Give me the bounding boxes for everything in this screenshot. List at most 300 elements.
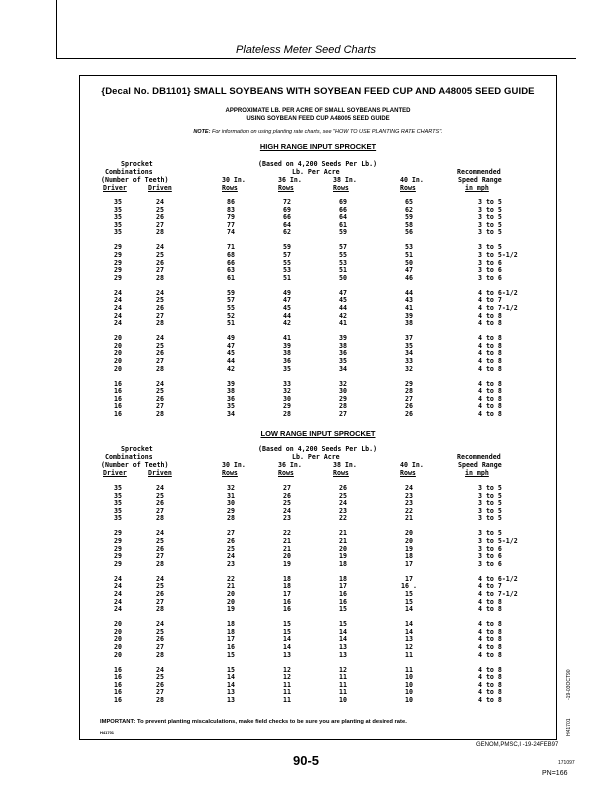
table-cell: 19	[339, 552, 347, 561]
table-cell: 24	[114, 590, 122, 598]
table-cell: 35	[114, 213, 122, 222]
speed-range-cell: 3 to 5	[478, 243, 502, 252]
speed-range-cell: 4 to 8	[478, 364, 502, 373]
table-cell: 41	[283, 334, 291, 343]
header-36-rows: Rows	[278, 469, 294, 477]
table-cell: 25	[227, 544, 235, 553]
table-cell: 29	[227, 506, 235, 515]
table-cell: 64	[339, 213, 347, 222]
header-recommended: Recommended	[457, 453, 501, 461]
table-cell: 12	[339, 665, 347, 674]
table-cell: 22	[227, 574, 235, 583]
table-cell: 15	[283, 627, 291, 636]
important-text: To prevent planting miscalculations, make field checks to be sure you are planting at desired rate.	[136, 719, 407, 725]
table-cell: 13	[227, 688, 235, 697]
table-cell: 32	[227, 484, 235, 492]
table-cell: 33	[405, 357, 413, 365]
table-cell: 16	[114, 394, 122, 403]
speed-range-cell: 3 to 6	[478, 559, 502, 568]
table-cell: 35	[283, 364, 291, 373]
table-cell: 28	[156, 319, 164, 328]
table-cell: 27	[227, 529, 235, 538]
table-cell: 41	[339, 319, 347, 328]
table-cell: 66	[283, 213, 291, 222]
table-cell: 26	[156, 213, 164, 222]
speed-range-cell: 3 to 6	[478, 552, 502, 561]
table-cell: 28	[156, 410, 164, 418]
table-cell: 24	[156, 529, 164, 538]
table-cell: 27	[283, 484, 291, 492]
table-cell: 27	[156, 357, 164, 365]
low-range-title: LOW RANGE INPUT SPROCKET	[260, 429, 376, 438]
table-cell: 39	[283, 341, 291, 350]
table-cell: 14	[405, 620, 413, 629]
table-cell: 33	[283, 379, 291, 388]
table-cell: 27	[405, 394, 413, 403]
table-cell: 24	[114, 597, 122, 606]
table-cell: 17	[283, 590, 291, 598]
speed-range-cell: 4 to 8	[478, 665, 502, 674]
table-cell: 26	[405, 410, 413, 418]
table-cell: 16	[114, 410, 122, 418]
note-label: NOTE:	[193, 129, 211, 135]
table-cell: 66	[227, 258, 235, 267]
table-cell: 35	[405, 341, 413, 350]
table-cell: 68	[227, 251, 235, 259]
table-cell: 45	[227, 349, 235, 358]
header-driver: Driver	[103, 184, 127, 192]
table-cell: 43	[405, 296, 413, 305]
table-cell: 24	[156, 334, 164, 343]
speed-range-cell: 4 to 8	[478, 635, 502, 644]
table-cell: 44	[283, 311, 291, 320]
table-cell: 27	[156, 597, 164, 606]
table-cell: 53	[283, 266, 291, 275]
table-cell: 15	[339, 605, 347, 614]
table-cell: 57	[227, 296, 235, 305]
table-cell: 51	[283, 273, 291, 282]
table-cell: 38	[227, 387, 235, 396]
speed-range-cell: 4 to 6-1/2	[478, 288, 518, 297]
table-cell: 11	[283, 696, 291, 704]
table-cell: 20	[227, 597, 235, 606]
page-header: Plateless Meter Seed Charts	[235, 44, 376, 56]
header-38-in: 38 In.	[333, 176, 357, 184]
speed-range-cell: 3 to 5	[478, 529, 502, 538]
table-cell: 15	[405, 590, 413, 598]
table-cell: 20	[114, 349, 122, 358]
table-cell: 32	[405, 364, 413, 373]
table-cell: 21	[227, 582, 235, 591]
footer-pn: PN=166	[542, 770, 568, 777]
header-based-on: (Based on 4,200 Seeds Per Lb.)	[258, 445, 378, 453]
table-cell: 47	[339, 288, 347, 297]
table-cell: 24	[227, 552, 235, 561]
table-cell: 17	[405, 559, 413, 568]
speed-range-cell: 4 to 8	[478, 410, 502, 418]
table-cell: 35	[114, 205, 122, 214]
table-cell: 30	[227, 499, 235, 508]
table-cell: 35	[114, 514, 122, 523]
table-cell: 16	[114, 402, 122, 411]
table-cell: 38	[339, 341, 347, 350]
table-cell: 46	[405, 273, 413, 282]
table-cell: 28	[156, 364, 164, 373]
table-cell: 44	[227, 357, 235, 365]
table-cell: 16	[114, 387, 122, 396]
table-cell: 11	[405, 650, 413, 659]
header-40-in: 40 In.	[400, 461, 424, 469]
table-cell: 26	[156, 349, 164, 358]
table-cell: 16	[339, 590, 347, 598]
table-cell: 15	[227, 665, 235, 674]
note	[79, 129, 557, 135]
table-cell: 25	[283, 499, 291, 508]
table-cell: 20	[114, 364, 122, 373]
table-cell: 14	[283, 643, 291, 651]
speed-range-cell: 4 to 8	[478, 349, 502, 358]
table-cell: 39	[405, 311, 413, 320]
header-speed-range: Speed Range	[458, 176, 502, 184]
speed-range-cell: 3 to 5	[478, 514, 502, 523]
table-cell: 14	[227, 673, 235, 682]
table-cell: 35	[114, 491, 122, 500]
table-cell: 28	[156, 650, 164, 659]
table-cell: 16	[114, 665, 122, 674]
header-based-on: (Based on 4,200 Seeds Per Lb.)	[258, 160, 378, 168]
header-driven: Driven	[148, 469, 172, 477]
table-cell: 20	[114, 627, 122, 636]
table-cell: 26	[156, 258, 164, 267]
speed-range-cell: 4 to 8	[478, 334, 502, 343]
header-rule	[56, 58, 576, 59]
table-cell: 26	[156, 635, 164, 644]
header-number-of-teeth: (Number of Teeth)	[101, 461, 169, 469]
table-cell: 36	[339, 349, 347, 358]
high-range-title: HIGH RANGE INPUT SPROCKET	[259, 142, 377, 151]
header-sprocket: Sprocket	[121, 160, 153, 168]
table-cell: 35	[114, 228, 122, 237]
speed-range-cell: 4 to 7-1/2	[478, 304, 518, 312]
table-cell: 45	[339, 296, 347, 305]
table-cell: 21	[283, 537, 291, 545]
table-cell: 36	[227, 394, 235, 403]
table-cell: 25	[156, 627, 164, 636]
table-cell: 29	[339, 394, 347, 403]
table-cell: 35	[227, 402, 235, 411]
header-36-in: 36 In.	[278, 176, 302, 184]
table-cell: 50	[405, 258, 413, 267]
header-recommended: Recommended	[457, 168, 501, 176]
header-in-mph: in mph	[465, 184, 489, 192]
table-cell: 62	[283, 228, 291, 237]
speed-range-cell: 4 to 8	[478, 379, 502, 388]
table-cell: 14	[339, 627, 347, 636]
table-cell: 35	[114, 220, 122, 229]
table-cell: 42	[227, 364, 235, 373]
table-cell: 15	[405, 597, 413, 606]
table-cell: 22	[339, 514, 347, 523]
speed-range-cell: 3 to 5	[478, 499, 502, 508]
header-lb-per-acre: Lb. Per Acre	[292, 453, 340, 461]
table-cell: 24	[114, 304, 122, 312]
table-cell: 16	[114, 379, 122, 388]
table-cell: 29	[114, 544, 122, 553]
table-cell: 49	[227, 334, 235, 343]
table-cell: 20	[114, 650, 122, 659]
header-sprocket: Sprocket	[121, 445, 153, 453]
header-36-in: 36 In.	[278, 461, 302, 469]
table-cell: 21	[339, 537, 347, 545]
table-cell: 25	[156, 582, 164, 591]
table-cell: 36	[283, 357, 291, 365]
table-cell: 71	[227, 243, 235, 252]
table-cell: 20	[114, 341, 122, 350]
table-cell: 28	[283, 410, 291, 418]
table-cell: 53	[339, 258, 347, 267]
table-cell: 14	[227, 680, 235, 689]
header-40-in: 40 In.	[400, 176, 424, 184]
table-cell: 24	[283, 506, 291, 515]
table-cell: 29	[114, 258, 122, 267]
table-cell: 27	[156, 506, 164, 515]
table-cell: 26	[156, 499, 164, 508]
table-cell: 25	[339, 491, 347, 500]
table-cell: 49	[283, 288, 291, 297]
decal-code: H41701	[100, 730, 115, 735]
speed-range-cell: 3 to 5-1/2	[478, 537, 518, 545]
table-cell: 25	[156, 205, 164, 214]
speed-range-cell: 3 to 5	[478, 213, 502, 222]
speed-range-cell: 4 to 8	[478, 673, 502, 682]
table-cell: 25	[156, 673, 164, 682]
table-cell: 11	[339, 673, 347, 682]
table-cell: 20	[227, 590, 235, 598]
table-cell: 24	[114, 311, 122, 320]
table-cell: 35	[114, 198, 122, 206]
table-cell: 21	[405, 514, 413, 523]
header-number-of-teeth: (Number of Teeth)	[101, 176, 169, 184]
speed-range-cell: 4 to 8	[478, 319, 502, 328]
table-cell: 24	[156, 243, 164, 252]
table-cell: 24	[156, 379, 164, 388]
table-cell: 13	[405, 635, 413, 644]
table-cell: 24	[156, 484, 164, 492]
table-cell: 59	[339, 228, 347, 237]
table-cell: 17	[227, 635, 235, 644]
page-number: 90-5	[292, 753, 320, 768]
header-36-rows: Rows	[278, 184, 294, 192]
table-cell: 63	[227, 266, 235, 275]
table-cell: 55	[283, 258, 291, 267]
table-cell: 27	[156, 220, 164, 229]
table-cell: 27	[156, 688, 164, 697]
table-cell: 16	[114, 688, 122, 697]
table-cell: 37	[405, 334, 413, 343]
table-cell: 18	[405, 552, 413, 561]
speed-range-cell: 4 to 8	[478, 605, 502, 614]
table-cell: 56	[405, 228, 413, 237]
table-cell: 62	[405, 205, 413, 214]
table-cell: 77	[227, 220, 235, 229]
table-cell: 19	[227, 605, 235, 614]
table-cell: 13	[227, 696, 235, 704]
header-combinations: Combinations	[105, 168, 153, 176]
speed-range-cell: 4 to 8	[478, 387, 502, 396]
speed-range-cell: 4 to 8	[478, 597, 502, 606]
table-cell: 57	[283, 251, 291, 259]
header-38-in: 38 In.	[333, 461, 357, 469]
table-cell: 59	[405, 213, 413, 222]
table-cell: 65	[405, 198, 413, 206]
table-cell: 10	[405, 673, 413, 682]
table-cell: 26	[156, 304, 164, 312]
speed-range-cell: 4 to 8	[478, 688, 502, 697]
table-cell: 13	[339, 643, 347, 651]
speed-range-cell: 3 to 5	[478, 228, 502, 237]
speed-range-cell: 3 to 5-1/2	[478, 251, 518, 259]
table-cell: 27	[339, 410, 347, 418]
table-cell: 16 .	[401, 582, 417, 591]
table-cell: 19	[405, 544, 413, 553]
table-cell: 45	[283, 304, 291, 312]
table-cell: 26	[339, 484, 347, 492]
header-speed-range: Speed Range	[458, 461, 502, 469]
table-cell: 55	[339, 251, 347, 259]
table-cell: 47	[283, 296, 291, 305]
table-cell: 20	[405, 529, 413, 538]
table-cell: 20	[114, 635, 122, 644]
table-cell: 11	[339, 688, 347, 697]
table-cell: 44	[405, 288, 413, 297]
table-cell: 69	[283, 205, 291, 214]
table-cell: 24	[114, 574, 122, 583]
table-cell: 18	[339, 559, 347, 568]
table-cell: 53	[405, 243, 413, 252]
table-cell: 24	[114, 582, 122, 591]
table-cell: 74	[227, 228, 235, 237]
table-cell: 14	[283, 635, 291, 644]
table-cell: 47	[405, 266, 413, 275]
header-30-rows: Rows	[222, 469, 238, 477]
speed-range-cell: 3 to 5	[478, 198, 502, 206]
header-lb-per-acre: Lb. Per Acre	[292, 168, 340, 176]
table-cell: 26	[156, 544, 164, 553]
table-cell: 52	[227, 311, 235, 320]
table-cell: 28	[405, 387, 413, 396]
speed-range-cell: 4 to 8	[478, 402, 502, 411]
table-cell: 24	[114, 296, 122, 305]
table-cell: 20	[339, 544, 347, 553]
table-cell: 55	[227, 304, 235, 312]
table-cell: 22	[405, 506, 413, 515]
table-cell: 30	[339, 387, 347, 396]
table-cell: 13	[283, 650, 291, 659]
table-cell: 28	[156, 559, 164, 568]
header-40-rows: Rows	[400, 184, 416, 192]
table-cell: 61	[227, 273, 235, 282]
header-40-rows: Rows	[400, 469, 416, 477]
speed-range-cell: 3 to 5	[478, 220, 502, 229]
speed-range-cell: 4 to 7-1/2	[478, 590, 518, 598]
table-cell: 10	[339, 696, 347, 704]
header-30-rows: Rows	[222, 184, 238, 192]
table-cell: 57	[339, 243, 347, 252]
speed-range-cell: 4 to 7	[478, 582, 502, 591]
table-cell: 24	[114, 319, 122, 328]
table-cell: 21	[283, 544, 291, 553]
table-cell: 23	[339, 506, 347, 515]
table-cell: 34	[227, 410, 235, 418]
table-cell: 35	[114, 499, 122, 508]
footer-reference: GENOM,PMSC,I -19-24FEB97	[476, 742, 559, 748]
table-cell: 22	[283, 529, 291, 538]
table-cell: 64	[283, 220, 291, 229]
table-cell: 16	[114, 680, 122, 689]
table-cell: 16	[339, 597, 347, 606]
table-cell: 30	[283, 394, 291, 403]
speed-range-cell: 4 to 8	[478, 627, 502, 636]
table-cell: 29	[114, 243, 122, 252]
table-cell: 28	[339, 402, 347, 411]
speed-range-cell: 3 to 5	[478, 506, 502, 515]
speed-range-cell: 4 to 8	[478, 696, 502, 704]
table-cell: 29	[114, 559, 122, 568]
table-cell: 18	[283, 582, 291, 591]
table-cell: 61	[339, 220, 347, 229]
table-cell: 16	[283, 605, 291, 614]
important-label: IMPORTANT:	[100, 719, 136, 725]
table-cell: 42	[283, 319, 291, 328]
table-cell: 17	[405, 574, 413, 583]
table-cell: 28	[156, 228, 164, 237]
speed-range-cell: 4 to 8	[478, 394, 502, 403]
table-cell: 59	[227, 288, 235, 297]
table-cell: 18	[283, 574, 291, 583]
speed-range-cell: 4 to 8	[478, 650, 502, 659]
table-cell: 20	[114, 357, 122, 365]
table-cell: 28	[156, 514, 164, 523]
table-cell: 29	[114, 251, 122, 259]
speed-range-cell: 4 to 6-1/2	[478, 574, 518, 583]
table-cell: 51	[339, 266, 347, 275]
table-cell: 34	[405, 349, 413, 358]
header-38-rows: Rows	[333, 469, 349, 477]
table-cell: 39	[227, 379, 235, 388]
table-cell: 14	[405, 605, 413, 614]
table-cell: 28	[156, 696, 164, 704]
table-cell: 24	[156, 620, 164, 629]
table-cell: 20	[114, 620, 122, 629]
table-cell: 27	[156, 266, 164, 275]
speed-range-cell: 3 to 6	[478, 273, 502, 282]
header-30-in: 30 In.	[222, 461, 246, 469]
table-cell: 25	[156, 296, 164, 305]
table-cell: 79	[227, 213, 235, 222]
header-38-rows: Rows	[333, 184, 349, 192]
table-cell: 24	[405, 484, 413, 492]
table-cell: 58	[405, 220, 413, 229]
table-cell: 25	[156, 341, 164, 350]
table-cell: 25	[156, 491, 164, 500]
side-image-code: H41701	[566, 718, 572, 736]
table-cell: 42	[339, 311, 347, 320]
table-cell: 29	[405, 379, 413, 388]
table-cell: 20	[283, 552, 291, 561]
table-cell: 51	[405, 251, 413, 259]
speed-range-cell: 3 to 6	[478, 258, 502, 267]
decal-title: {Decal No. DB1101} SMALL SOYBEANS WITH SOYBEAN FEED CUP AND A48005 SEED GUIDE	[101, 86, 535, 97]
